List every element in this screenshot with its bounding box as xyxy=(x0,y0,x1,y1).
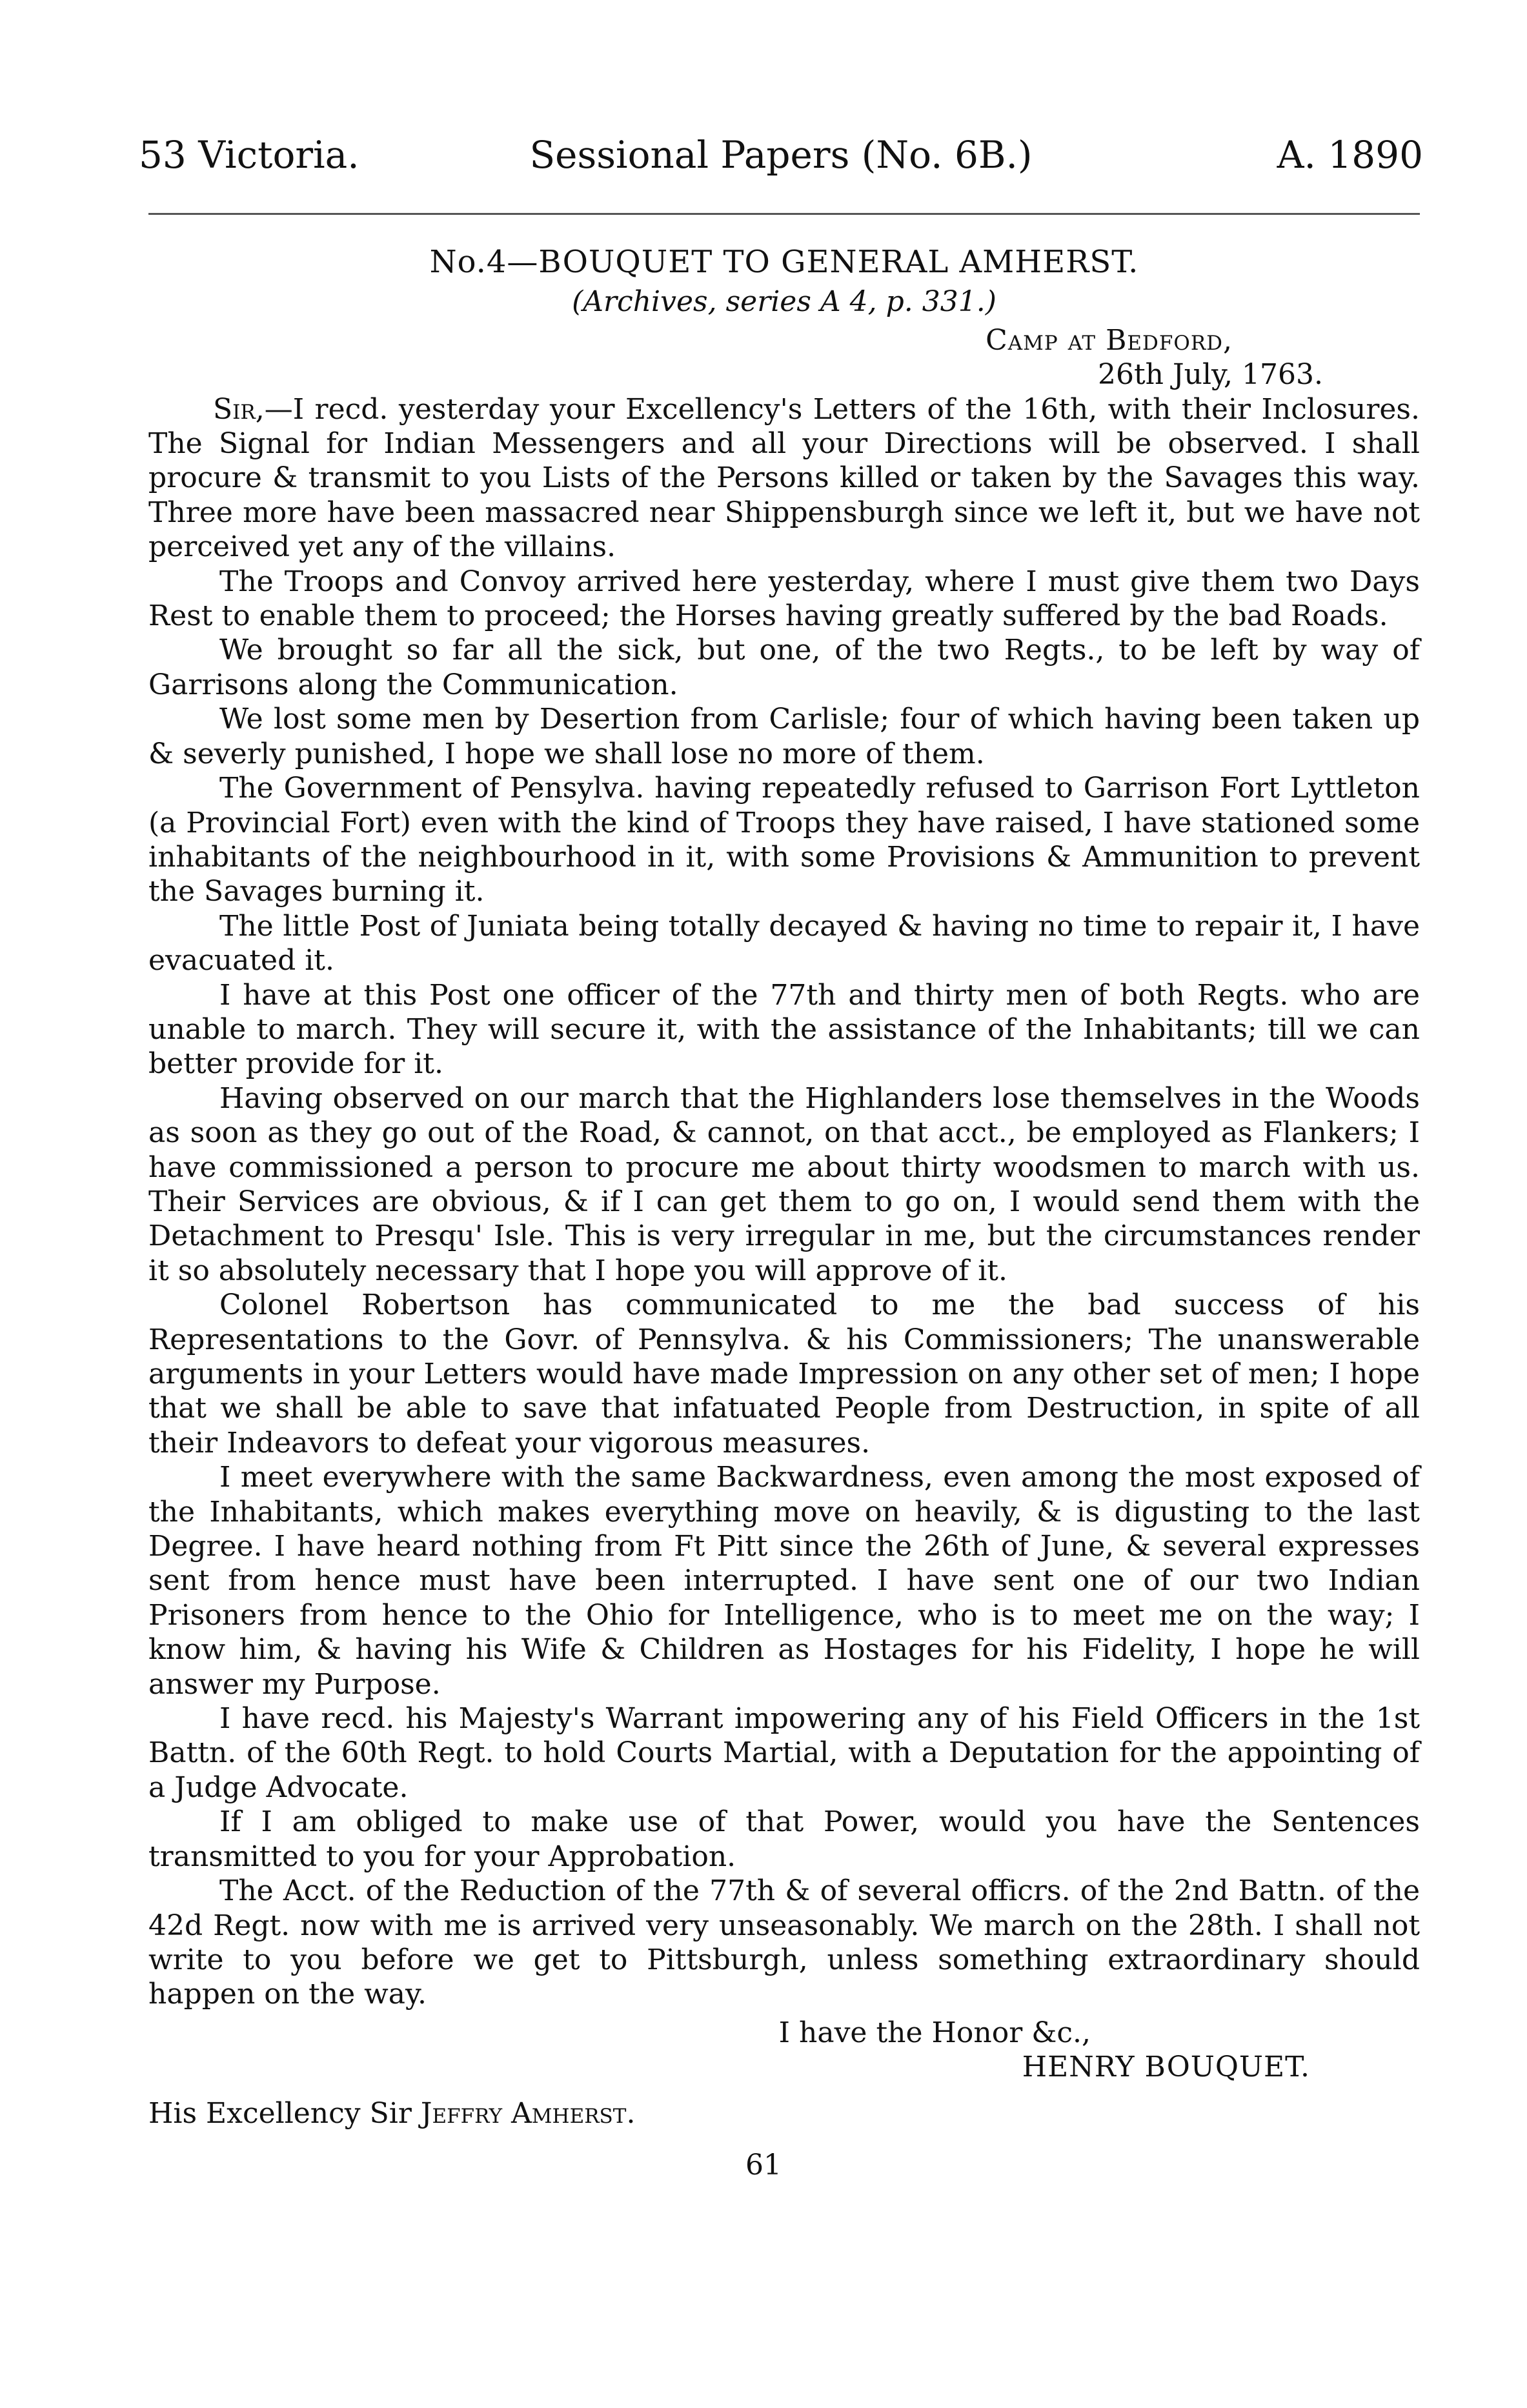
header-rule xyxy=(148,213,1420,215)
signature: HENRY BOUQUET. xyxy=(1022,2051,1310,2084)
paragraph: I meet everywhere with the same Backwardness, even among the most exposed of the Inhabitants, which makes everything move on heavily, & is digusting to the last Degree. I have heard nothing from Ft Pitt since the 26th of June, & several expresses sent from hence must have been interrupted. I have sent one of our two Indian Prisoners from hence to the Ohio for Intelligence, who is to meet me on the way; I know him, & having his Wife & Children as Hostages for his Fidelity, I hope he will answer my Purpose. xyxy=(148,1461,1420,1701)
salutation: Sir, xyxy=(213,392,265,426)
paragraph-text: —I recd. yesterday your Excellency's Letters of the 16th, with their Inclosures. The Signal for Indian Messengers and all your Directions will be observed. I shall procure & transmit to you Lists of the Persons killed or taken by the Savages this way. Three more have been massacred near Shippensburgh since we left it, but we have not perceived yet any of the villains. xyxy=(148,392,1420,564)
dateline-place: Camp at Bedford, xyxy=(986,323,1233,357)
paragraph: If I am obliged to make use of that Power, would you have the Sentences transmitted to you for your Approbation. xyxy=(148,1805,1420,1873)
paragraph: The little Post of Juniata being totally decayed & having no time to repair it, I have evacuated it. xyxy=(148,909,1420,978)
paragraph: The Acct. of the Reduction of the 77th & of several officrs. of the 2nd Battn. of the 42d Regt. now with me is arrived very unseasonably. We march on the 28th. I shall not write to you before we get to Pittsburgh, unless something extraordinary should happen on the way. xyxy=(148,1874,1420,2011)
closing-line: I have the Honor &c., xyxy=(778,2016,1091,2049)
paragraph: Having observed on our march that the Highlanders lose themselves in the Woods as soon as they go out of the Road, & cannot, on that acct., be employed as Flankers; I have commissioned a person to procure me about thirty woodsmen to march with us. Their Services are obvious, & if I can get them to go on, I would send them with the Detachment to Presqu' Isle. This is very irregular in me, but the circumstances render it so absolutely necessary that I hope you will approve of it. xyxy=(148,1081,1420,1287)
paragraph: I have at this Post one officer of the 77th and thirty men of both Regts. who are unable to march. They will secure it, with the assistance of the Inhabitants; till we can better provide for it. xyxy=(148,978,1420,1081)
paragraph xyxy=(148,392,1420,565)
paragraph: The Government of Pensylva. having repeatedly refused to Garrison Fort Lyttleton (a Provincial Fort) even with the kind of Troops they have raised, I have stationed some inhabitants of the neighbourhood in it, with some Provisions & Ammunition to prevent the Savages burning it. xyxy=(148,772,1420,908)
paragraph: I have recd. his Majesty's Warrant impowering any of his Field Officers in the 1st Battn. of the 60th Regt. to hold Courts Martial, with a Deputation for the appointing of a Judge Advocate. xyxy=(148,1702,1420,1804)
dateline-date: 26th July, 1763. xyxy=(1098,358,1323,392)
paragraph: The Troops and Convoy arrived here yesterday, where I must give them two Days Rest to enable them to proceed; the Horses having greatly suffered by the bad Roads. xyxy=(148,565,1420,633)
paragraph: We lost some men by Desertion from Carlisle; four of which having been taken up & severly punished, I hope we shall lose no more of them. xyxy=(148,703,1420,770)
addressee-prefix: His Excellency Sir xyxy=(148,2096,412,2130)
header-volume: 53 Victoria. xyxy=(139,133,359,177)
paragraph: Colonel Robertson has communicated to me the bad success of his Representations to the Govr. of Pennsylva. & his Commissioners; The unanswerable arguments in your Letters would have made Impression on any other set of men; I hope that we shall be able to save that infatuated People from Destruction, in spite of all their Indeavors to defeat your vigorous measures. xyxy=(148,1289,1420,1460)
paragraph: We brought so far all the sick, but one, of the two Regts., to be left by way of Garrisons along the Communication. xyxy=(148,634,1420,701)
header-series: Sessional Papers (No. 6B.) xyxy=(529,133,1033,177)
header-year: A. 1890 xyxy=(1277,133,1423,177)
archive-reference: (Archives, series A 4, p. 331.) xyxy=(572,285,996,319)
letter-body xyxy=(148,245,1420,2131)
letter-title: No.4—BOUQUET TO GENERAL AMHERST. xyxy=(429,244,1139,280)
addressee-name: Jeffry Amherst. xyxy=(420,2096,636,2130)
page-number: 61 xyxy=(745,2149,782,2182)
addressee xyxy=(148,2096,1420,2131)
running-header xyxy=(139,126,1423,184)
